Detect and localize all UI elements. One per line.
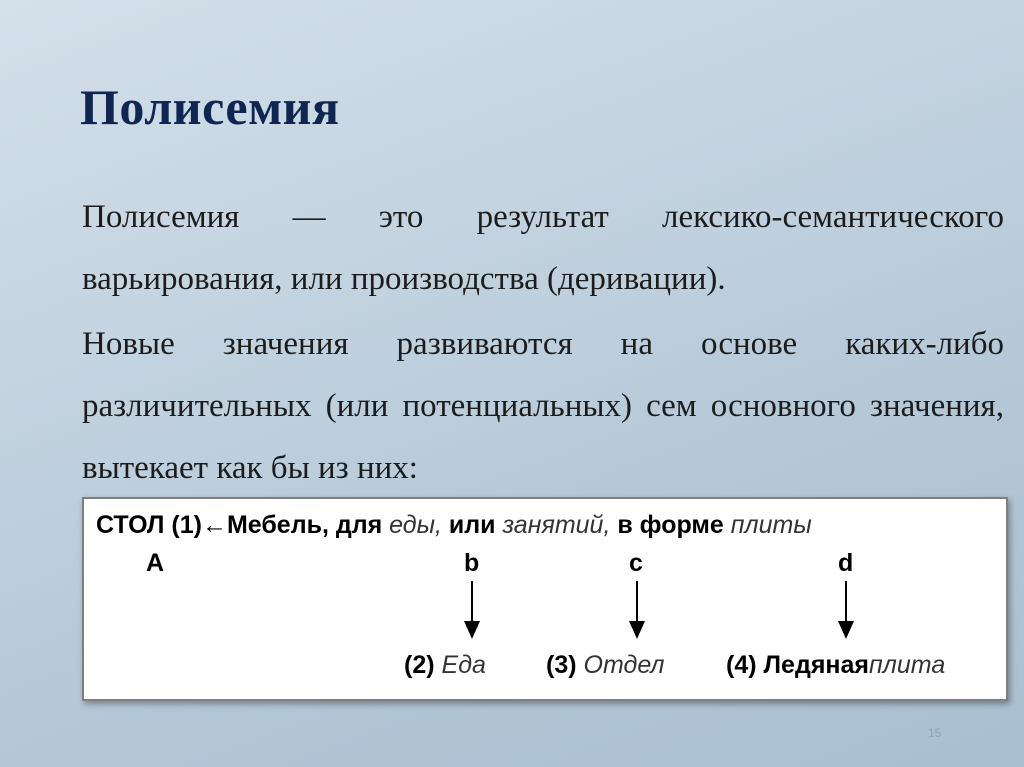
diagram-meaning-part5: в форме <box>617 511 724 539</box>
page-number: 15 <box>928 726 942 740</box>
down-arrow-icon <box>462 581 482 639</box>
diagram-letter-a: A <box>146 549 165 577</box>
explanation-paragraph: Новые значения развиваются на основе каких-либо различительных (или потенциальных) сем основного значения, вытекает как бы из них: <box>82 326 1004 486</box>
diagram-meaning-part1: Мебель, для <box>226 511 383 539</box>
polysemy-diagram <box>82 497 1008 701</box>
result-2-text: Еда <box>441 651 486 679</box>
result-4-bold-text: Ледяная <box>763 651 870 679</box>
diagram-word: СТОЛ (1) <box>96 511 202 539</box>
definition-paragraph: Полисемия — это результат лексико-семантического варьирования, или производства (деривации). <box>82 199 1004 297</box>
result-3-text: Отдел <box>583 651 665 679</box>
slide-title: Полисемия <box>80 79 340 135</box>
diagram-result-2 <box>404 651 486 680</box>
diagram-main-line <box>96 511 812 540</box>
left-arrow-icon: ← <box>201 511 227 539</box>
diagram-meaning-part6: плиты <box>730 511 812 539</box>
diagram-result-4 <box>726 651 945 680</box>
diagram-result-3 <box>546 651 665 680</box>
result-4-italic-text: плита <box>869 651 946 679</box>
down-arrow-icon <box>836 581 856 639</box>
result-3-number: (3) <box>546 651 577 679</box>
diagram-letter-d: d <box>838 549 854 577</box>
diagram-meaning-part4: занятий, <box>502 511 611 539</box>
diagram-letter-b: b <box>464 549 480 577</box>
result-4-number: (4) <box>726 651 757 679</box>
diagram-meaning-part2: еды, <box>389 511 442 539</box>
down-arrow-icon <box>627 581 647 639</box>
result-2-number: (2) <box>404 651 435 679</box>
diagram-meaning-part3: или <box>448 511 496 539</box>
diagram-letter-c: c <box>629 549 643 577</box>
